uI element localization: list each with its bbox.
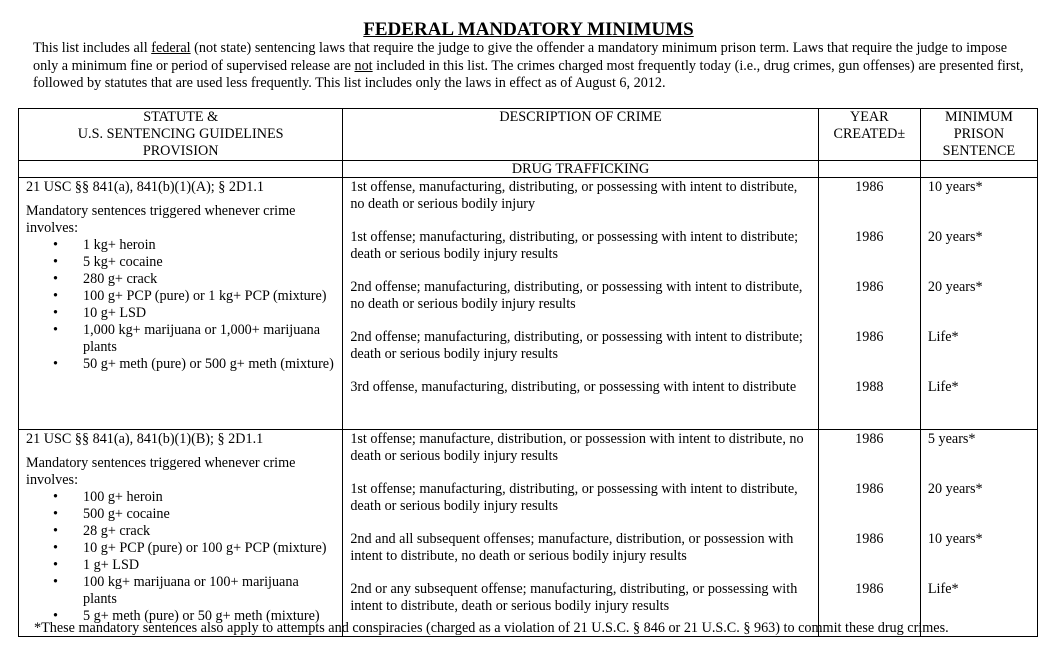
year-created: 1986 [855, 229, 884, 245]
trigger-list [26, 237, 342, 373]
intro-underline-not: not [354, 57, 373, 74]
intro-text-2: (not state) sentencing laws that require the judge to give the offender a mandatory minimum prison term. Laws that require the judge to impose only a minimum fine or period of supervised release are [33, 40, 1008, 74]
crime-description: 2nd and all subsequent offenses; manufacture, distribution, or possession with intent to distribute, no death or serious bodily injury results [350, 531, 794, 564]
statute-cell [19, 430, 343, 637]
mandatory-minimums-table [18, 108, 1038, 637]
minimum-sentence: Life* [927, 379, 959, 395]
section-row [19, 161, 1038, 178]
header-minimum [920, 109, 1037, 161]
trigger-text: Mandatory sentences triggered whenever crime involves: [26, 203, 296, 236]
table-row [19, 178, 1038, 430]
header-description [343, 109, 818, 161]
year-cell [818, 430, 920, 637]
header-statute-line: STATUTE & [143, 109, 219, 125]
crime-description: 1st offense; manufacture, distribution, or possession with intent to distribute, no death or serious bodily injury results [350, 431, 804, 464]
intro-underline-federal: federal [151, 40, 191, 56]
crime-description: 1st offense, manufacturing, distributing, or possessing with intent to distribute, no death or serious bodily injury [350, 179, 798, 212]
section-cell-empty [818, 161, 920, 178]
minimum-cell [920, 430, 1037, 637]
trigger-text: Mandatory sentences triggered whenever crime involves: [26, 455, 296, 488]
crime-description: 2nd offense; manufacturing, distributing, or possessing with intent to distribute, no death or serious bodily injury results [350, 279, 803, 312]
intro-paragraph [33, 40, 1033, 93]
list-item: • 10 g+ PCP (pure) or 100 g+ PCP (mixture) [26, 540, 342, 557]
year-created: 1986 [855, 581, 884, 597]
minimum-sentence: 10 years* [927, 179, 983, 195]
intro-text-1: This list includes all [33, 40, 152, 56]
list-item: • 10 g+ LSD [26, 305, 342, 322]
crime-description: 1st offense; manufacturing, distributing, or possessing with intent to distribute; death or serious bodily injury results [350, 229, 799, 262]
minimum-sentence: 20 years* [927, 481, 983, 497]
list-item: • 1,000 kg+ marijuana or 1,000+ marijuana plants [26, 322, 342, 356]
list-item: • 28 g+ crack [26, 523, 342, 540]
list-item: • 50 g+ meth (pure) or 500 g+ meth (mixture) [26, 356, 342, 373]
crime-description: 2nd offense; manufacturing, distributing, or possessing with intent to distribute; death or serious bodily injury results [350, 329, 803, 362]
list-item: • 500 g+ cocaine [26, 506, 342, 523]
crime-description: 3rd offense, manufacturing, distributing, or possessing with intent to distribute [350, 379, 797, 395]
crime-description: 1st offense; manufacturing, distributing, or possessing with intent to distribute, death or serious bodily injury results [350, 481, 798, 514]
footnote: *These mandatory sentences also apply to attempts and conspiracies (charged as a violation of 21 U.S.C. § 846 or 21 U.S.C. § 963) to commit these drug crimes. [34, 620, 949, 636]
header-year-line: YEAR [850, 109, 889, 125]
statute-cell [19, 178, 343, 430]
header-statute-line: U.S. SENTENCING GUIDELINES [77, 126, 284, 142]
table-header-row [19, 109, 1038, 161]
intro-text-3: included in this list. The crimes charged most frequently today (i.e., drug crimes, gun offenses) are presented first, followed by statutes that are used less frequently. This list includes only the laws in effect as of August 6, 2012. [33, 57, 1024, 91]
minimum-cell [920, 178, 1037, 430]
minimum-sentence: 10 years* [927, 531, 983, 547]
list-item: • 5 kg+ cocaine [26, 254, 342, 271]
year-created: 1986 [855, 431, 884, 447]
header-year-line: CREATED± [833, 126, 906, 142]
section-cell-empty [19, 161, 343, 178]
year-created: 1986 [855, 481, 884, 497]
minimum-sentence: 5 years* [927, 431, 976, 447]
header-statute [19, 109, 343, 161]
year-created: 1986 [855, 179, 884, 195]
year-cell [818, 178, 920, 430]
header-statute-line: PROVISION [142, 143, 219, 159]
page-title: FEDERAL MANDATORY MINIMUMS [363, 19, 694, 40]
list-item: • 100 g+ PCP (pure) or 1 kg+ PCP (mixture) [26, 288, 342, 305]
list-item: • 1 g+ LSD [26, 557, 342, 574]
minimum-sentence: 20 years* [927, 279, 983, 295]
minimum-sentence: Life* [927, 581, 959, 597]
minimum-sentence: 20 years* [927, 229, 983, 245]
description-cell [343, 178, 818, 430]
trigger-list [26, 489, 342, 625]
year-created: 1986 [855, 531, 884, 547]
year-created: 1986 [855, 329, 884, 345]
list-item: • 1 kg+ heroin [26, 237, 342, 254]
list-item: • 280 g+ crack [26, 271, 342, 288]
list-item: • 5 g+ meth (pure) or 50 g+ meth (mixture) [26, 608, 342, 625]
header-minimum-line: SENTENCE [942, 143, 1016, 159]
list-item: • 100 g+ heroin [26, 489, 342, 506]
statute-citation: 21 USC §§ 841(a), 841(b)(1)(B); § 2D1.1 [26, 431, 264, 447]
header-minimum-line: PRISON [953, 126, 1005, 142]
header-minimum-line: MINIMUM [945, 109, 1013, 125]
year-created: 1988 [855, 379, 884, 395]
statute-citation: 21 USC §§ 841(a), 841(b)(1)(A); § 2D1.1 [26, 179, 265, 195]
section-cell-empty [920, 161, 1037, 178]
header-description-text: DESCRIPTION OF CRIME [499, 109, 662, 125]
header-year [818, 109, 920, 161]
list-item: • 100 kg+ marijuana or 100+ marijuana plants [26, 574, 342, 608]
description-cell [343, 430, 818, 637]
minimum-sentence: Life* [927, 329, 959, 345]
section-title: DRUG TRAFFICKING [343, 161, 818, 178]
crime-description: 2nd or any subsequent offense; manufacturing, distributing, or possessing with intent to distribute, death or serious bodily injury results [350, 581, 798, 614]
year-created: 1986 [855, 279, 884, 295]
table-row [19, 430, 1038, 637]
